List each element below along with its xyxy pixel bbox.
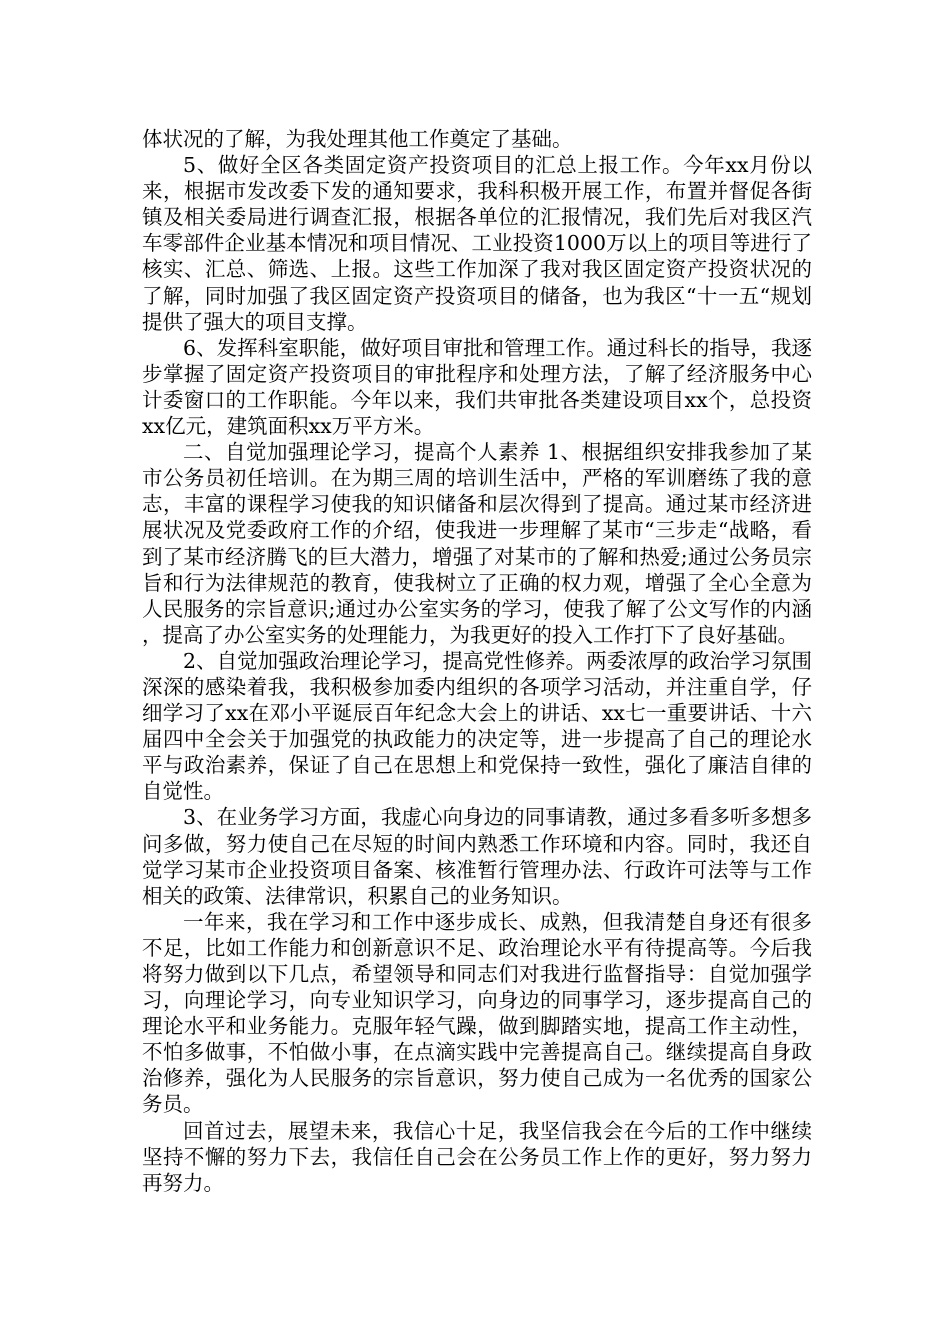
paragraph-section-2-item-1: 二、自觉加强理论学习，提高个人素养 1、根据组织安排我参加了某市公务员初任培训。在为期三周的培训生活中，严格的军训磨练了我的意志，丰富的课程学习使我的知识储备和层次得到了提高。通过某市经济进展状况及党委政府工作的介绍，使我进一步理解了某市“三步走“战略，看到了某市经济腾飞的巨大潜力，增强了对某市的了解和热爱;通过公务员宗旨和行为法律规范的教育，使我树立了正确的权力观，增强了全心全意为人民服务的宗旨意识;通过办公室实务的学习，使我了解了公文写作的内涵，提高了办公室实务的处理能力，为我更好的投入工作打下了良好基础。 bbox=[142, 440, 812, 647]
paragraph-section-2-item-2: 2、自觉加强政治理论学习，提高党性修养。两委浓厚的政治学习氛围深深的感染着我，我积极参加委内组织的各项学习活动，并注重自学，仔细学习了xx在邓小平诞辰百年纪念大会上的讲话、xx七一重要讲话、十六届四中全会关于加强党的执政能力的决定等，进一步提高了自己的理论水平与政治素养，保证了自己在思想上和党保持一致性，强化了廉洁自律的自觉性。 bbox=[142, 648, 812, 804]
paragraph-continuation: 体状况的了解，为我处理其他工作奠定了基础。 bbox=[142, 127, 573, 151]
paragraph-closing: 回首过去，展望未来，我信心十足，我坚信我会在今后的工作中继续坚持不懈的努力下去，我信任自己会在公务员工作上作的更好，努力努力再努力。 bbox=[142, 1118, 812, 1195]
paragraph-section-2-item-3: 3、在业务学习方面，我虚心向身边的同事请教，通过多看多听多想多问多做，努力使自己在尽短的时间内熟悉工作环境和内容。同时，我还自觉学习某市企业投资项目备案、核准暂行管理办法、行政许可法等与工作相关的政策、法律常识，积累自己的业务知识。 bbox=[142, 805, 812, 908]
document-body bbox=[142, 126, 812, 1196]
paragraph-item-5: 5、做好全区各类固定资产投资项目的汇总上报工作。今年xx月份以来，根据市发改委下发的通知要求，我科积极开展工作，布置并督促各街镇及相关委局进行调查汇报，根据各单位的汇报情况，我们先后对我区汽车零部件企业基本情况和项目情况、工业投资1000万以上的项目等进行了核实、汇总、筛选、上报。这些工作加深了我对我区固定资产投资状况的了解，同时加强了我区固定资产投资项目的储备，也为我区“十一五“规划提供了强大的项目支撑。 bbox=[142, 153, 812, 334]
paragraph-item-6: 6、发挥科室职能，做好项目审批和管理工作。通过科长的指导，我逐步掌握了固定资产投资项目的审批程序和处理方法，了解了经济服务中心计委窗口的工作职能。今年以来，我们共审批各类建设项目xx个，总投资xx亿元，建筑面积xx万平方米。 bbox=[142, 335, 812, 439]
paragraph-year-summary: 一年来，我在学习和工作中逐步成长、成熟，但我清楚自身还有很多不足，比如工作能力和创新意识不足、政治理论水平有待提高等。今后我将努力做到以下几点，希望领导和同志们对我进行监督指导：自觉加强学习，向理论学习，向专业知识学习，向身边的同事学习，逐步提高自己的理论水平和业务能力。克服年轻气躁，做到脚踏实地，提高工作主动性，不怕多做事，不怕做小事，在点滴实践中完善提高自己。继续提高自身政治修养，强化为人民服务的宗旨意识，努力使自己成为一名优秀的国家公务员。 bbox=[142, 909, 812, 1117]
